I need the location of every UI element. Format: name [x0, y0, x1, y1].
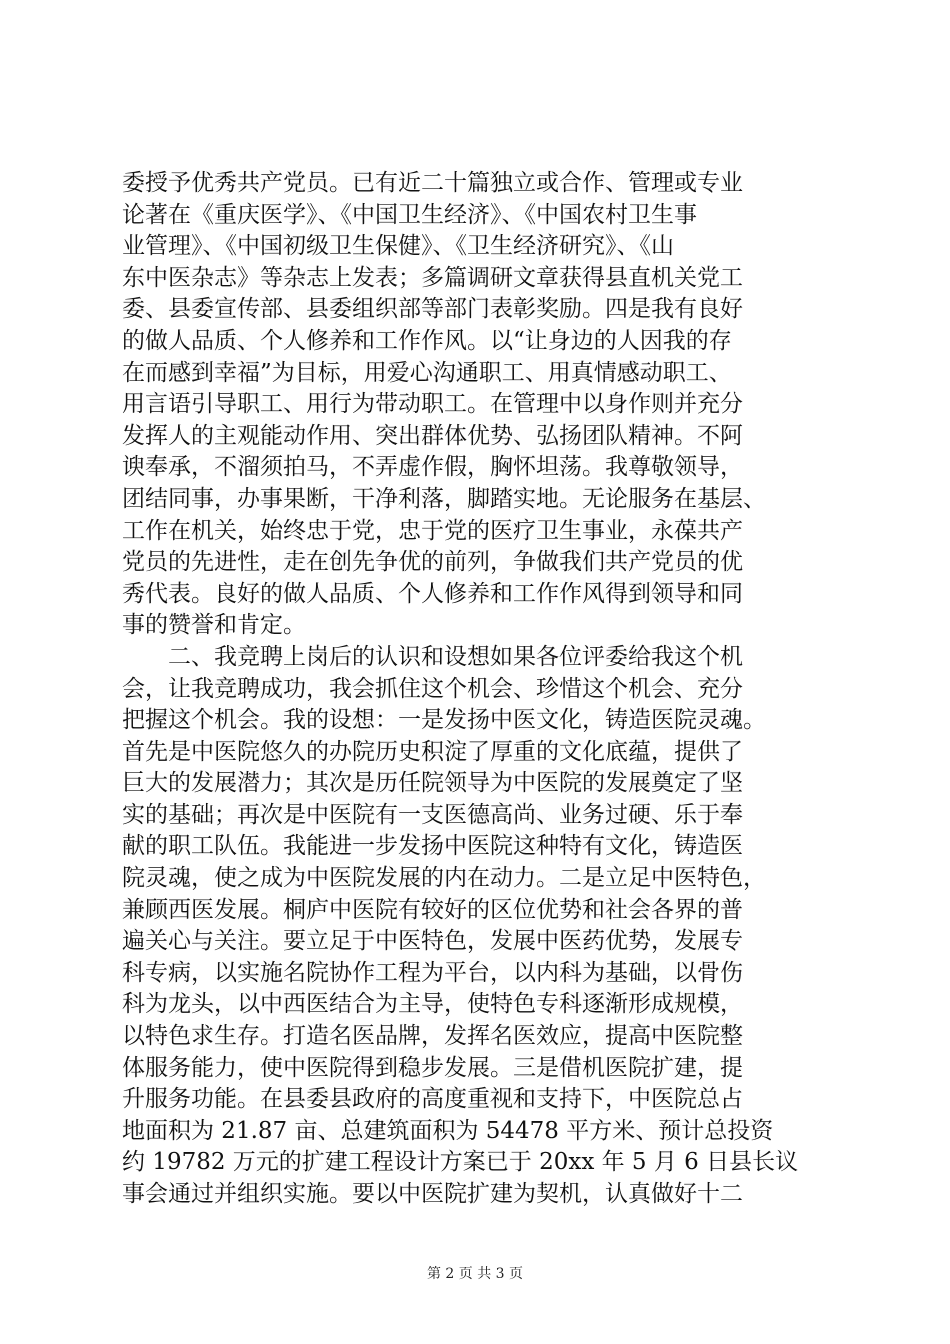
text-line: 会，让我竞聘成功，我会抓住这个机会、珍惜这个机会、充分	[122, 675, 743, 702]
text-line: 巨大的发展潜力；其次是历任院领导为中医院的发展奠定了坚	[122, 770, 743, 797]
text-line: 委授予优秀共产党员。已有近二十篇独立或合作、管理或专业	[122, 170, 743, 196]
text-line: 党员的先进性，走在创先争优的前列，争做我们共产党员的优	[122, 549, 743, 576]
text-line: 献的职工队伍。我能进一步发扬中医院这种特有文化，铸造医	[122, 833, 743, 860]
text-line: 工作在机关，始终忠于党，忠于党的医疗卫生事业，永葆共产	[122, 517, 743, 544]
text-line: 把握这个机会。我的设想：一是发扬中医文化，铸造医院灵魂。	[122, 707, 766, 734]
text-line: 兼顾西医发展。桐庐中医院有较好的区位优势和社会各界的普	[122, 896, 743, 923]
page-footer: 第 2 页 共 3 页	[426, 1266, 524, 1282]
text-line: 约 19782 万元的扩建工程设计方案已于 20xx 年 5 月 6 日县长议	[122, 1149, 799, 1176]
text-line: 以特色求生存。打造名医品牌，发挥名医效应，提高中医院整	[122, 1023, 743, 1050]
text-line: 二、我竞聘上岗后的认识和设想如果各位评委给我这个机	[122, 643, 743, 670]
text-line: 发挥人的主观能动作用、突出群体优势、弘扬团队精神。不阿	[122, 422, 743, 449]
text-line: 科专病，以实施名院协作工程为平台，以内科为基础，以骨伤	[122, 959, 743, 986]
text-line: 东中医杂志》等杂志上发表；多篇调研文章获得县直机关党工	[122, 264, 743, 291]
text-line: 地面积为 21.87 亩、总建筑面积为 54478 平方米、预计总投资	[122, 1117, 774, 1144]
text-line: 的做人品质、个人修养和工作作风。以“让身边的人因我的存	[122, 327, 732, 354]
text-line: 科为龙头，以中西医结合为主导，使特色专科逐渐形成规模，	[122, 991, 743, 1018]
text-line: 在而感到幸福”为目标，用爱心沟通职工、用真情感动职工、	[122, 359, 732, 386]
text-line: 院灵魂，使之成为中医院发展的内在动力。二是立足中医特色，	[122, 865, 766, 892]
text-line: 升服务功能。在县委县政府的高度重视和支持下，中医院总占	[122, 1086, 743, 1113]
text-line: 谀奉承，不溜须拍马，不弄虚作假，胸怀坦荡。我尊敬领导，	[122, 454, 743, 481]
text-line: 用言语引导职工、用行为带动职工。在管理中以身作则并充分	[122, 391, 743, 418]
text-line: 业管理》、《中国初级卫生保健》、《卫生经济研究》、《山	[122, 233, 674, 260]
text-line: 论著在《重庆医学》、《中国卫生经济》、《中国农村卫生事	[122, 201, 697, 228]
text-line: 体服务能力，使中医院得到稳步发展。三是借机医院扩建，提	[122, 1054, 743, 1081]
text-line: 秀代表。良好的做人品质、个人修养和工作作风得到领导和同	[122, 580, 743, 607]
text-line: 首先是中医院悠久的办院历史积淀了厚重的文化底蕴，提供了	[122, 738, 743, 765]
text-line: 事的赞誉和肯定。	[122, 612, 306, 639]
text-line: 实的基础；再次是中医院有一支医德高尚、业务过硬、乐于奉	[122, 801, 743, 828]
document-body	[122, 168, 842, 1211]
text-line: 团结同事，办事果断，干净利落，脚踏实地。无论服务在基层、	[122, 485, 766, 512]
text-line: 委、县委宣传部、县委组织部等部门表彰奖励。四是我有良好	[122, 296, 743, 323]
text-line: 事会通过并组织实施。要以中医院扩建为契机，认真做好十二	[122, 1181, 743, 1207]
text-line: 遍关心与关注。要立足于中医特色，发展中医药优势，发展专	[122, 928, 743, 955]
